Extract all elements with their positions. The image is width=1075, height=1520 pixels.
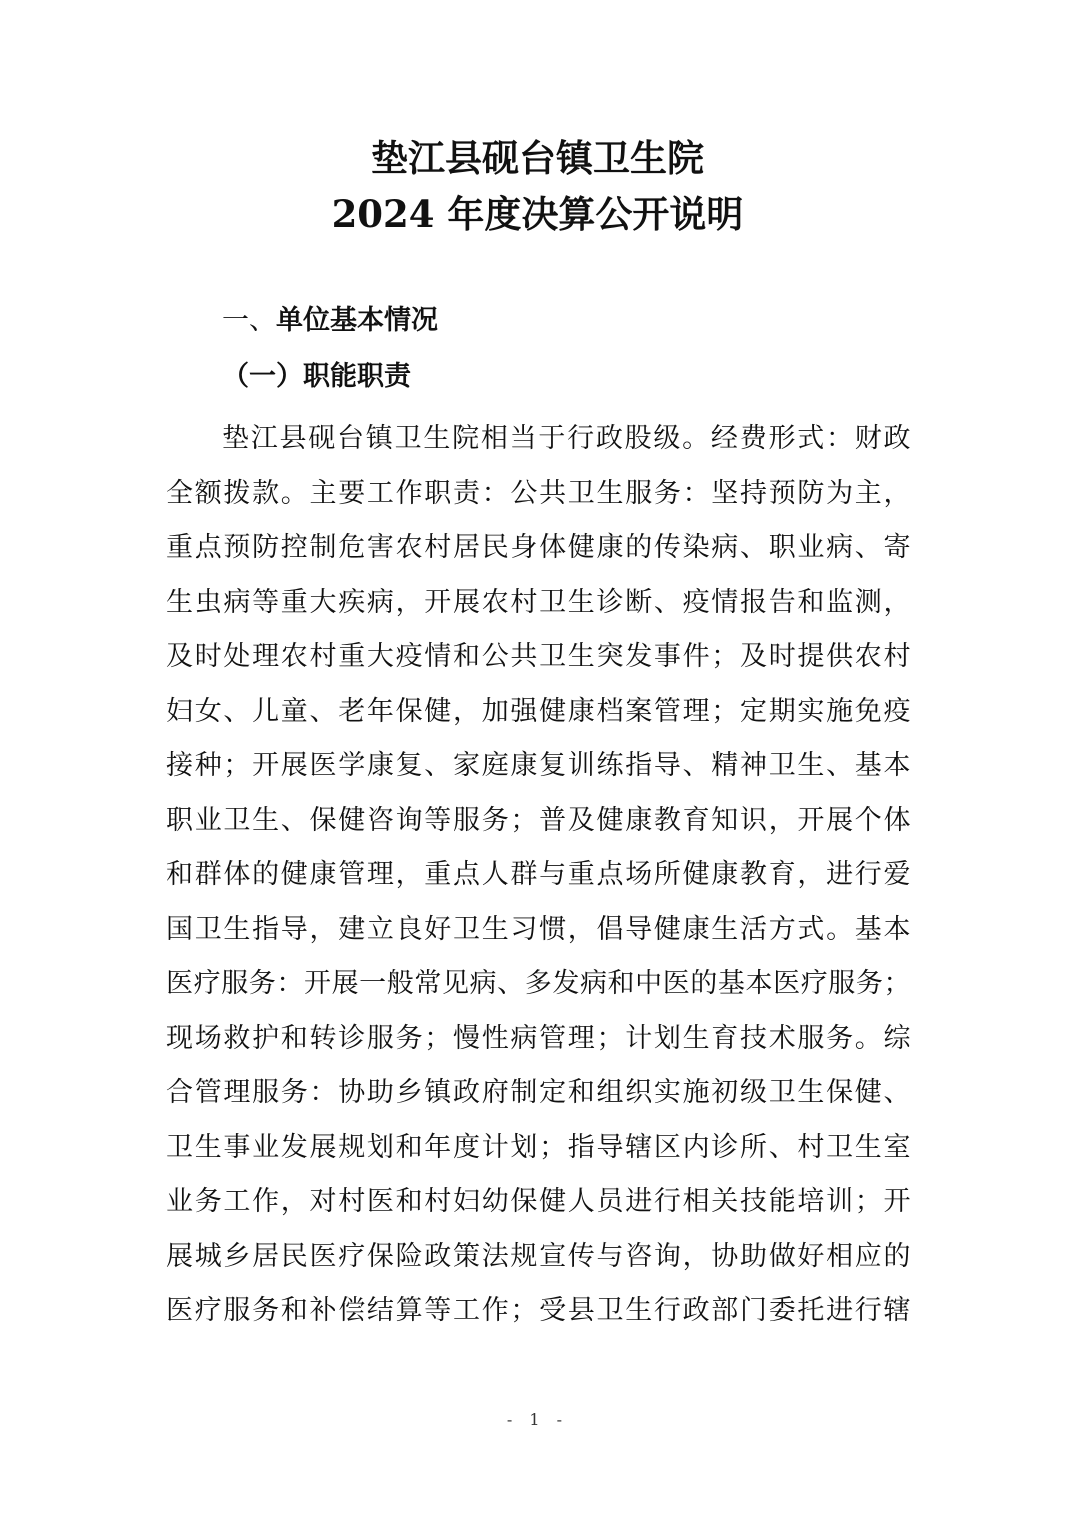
paragraph-line: 妇女、儿童、老年保健，加强健康档案管理；定期实施免疫: [166, 695, 911, 727]
subsection-heading: （一）职能职责: [222, 361, 411, 392]
paragraph-line: 和群体的健康管理，重点人群与重点场所健康教育，进行爱: [166, 859, 911, 890]
paragraph-line: 及时处理农村重大疫情和公共卫生突发事件；及时提供农村: [166, 641, 911, 672]
section-number: 一、: [222, 305, 276, 336]
paragraph-line: 垫江县砚台镇卫生院相当于行政股级。经费形式：财政: [222, 423, 911, 454]
document-title-line2: 2024 年度决算公开说明: [331, 192, 744, 236]
paragraph-line: 接种；开展医学康复、家庭康复训练指导、精神卫生、基本: [166, 750, 911, 781]
document-title-line1: 垫江县砚台镇卫生院: [371, 136, 704, 180]
paragraph-line: 全额拨款。主要工作职责：公共卫生服务：坚持预防为主，: [166, 477, 911, 509]
paragraph-line: 医疗服务：开展一般常见病、多发病和中医的基本医疗服务；: [166, 968, 911, 999]
page-number: - 1 -: [506, 1410, 569, 1429]
body-paragraph: [166, 412, 911, 1339]
paragraph-line: 业务工作，对村医和村妇幼保健人员进行相关技能培训；开: [166, 1186, 911, 1217]
paragraph-line: 生虫病等重大疾病，开展农村卫生诊断、疫情报告和监测，: [166, 586, 911, 618]
paragraph-line: 重点预防控制危害农村居民身体健康的传染病、职业病、寄: [166, 532, 911, 563]
paragraph-line: 现场救护和转诊服务；慢性病管理；计划生育技术服务。综: [166, 1022, 911, 1054]
section-title: 单位基本情况: [276, 305, 438, 336]
paragraph-line: 医疗服务和补偿结算等工作；受县卫生行政部门委托进行辖: [166, 1295, 911, 1326]
paragraph-line: 职业卫生、保健咨询等服务；普及健康教育知识，开展个体: [166, 804, 911, 836]
section-heading: [222, 307, 438, 334]
paragraph-line: 展城乡居民医疗保险政策法规宣传与咨询，协助做好相应的: [166, 1240, 911, 1272]
paragraph-line: 合管理服务：协助乡镇政府制定和组织实施初级卫生保健、: [166, 1077, 911, 1108]
paragraph-line: 卫生事业发展规划和年度计划；指导辖区内诊所、村卫生室: [166, 1131, 911, 1163]
paragraph-line: 国卫生指导，建立良好卫生习惯，倡导健康生活方式。基本: [166, 913, 911, 945]
